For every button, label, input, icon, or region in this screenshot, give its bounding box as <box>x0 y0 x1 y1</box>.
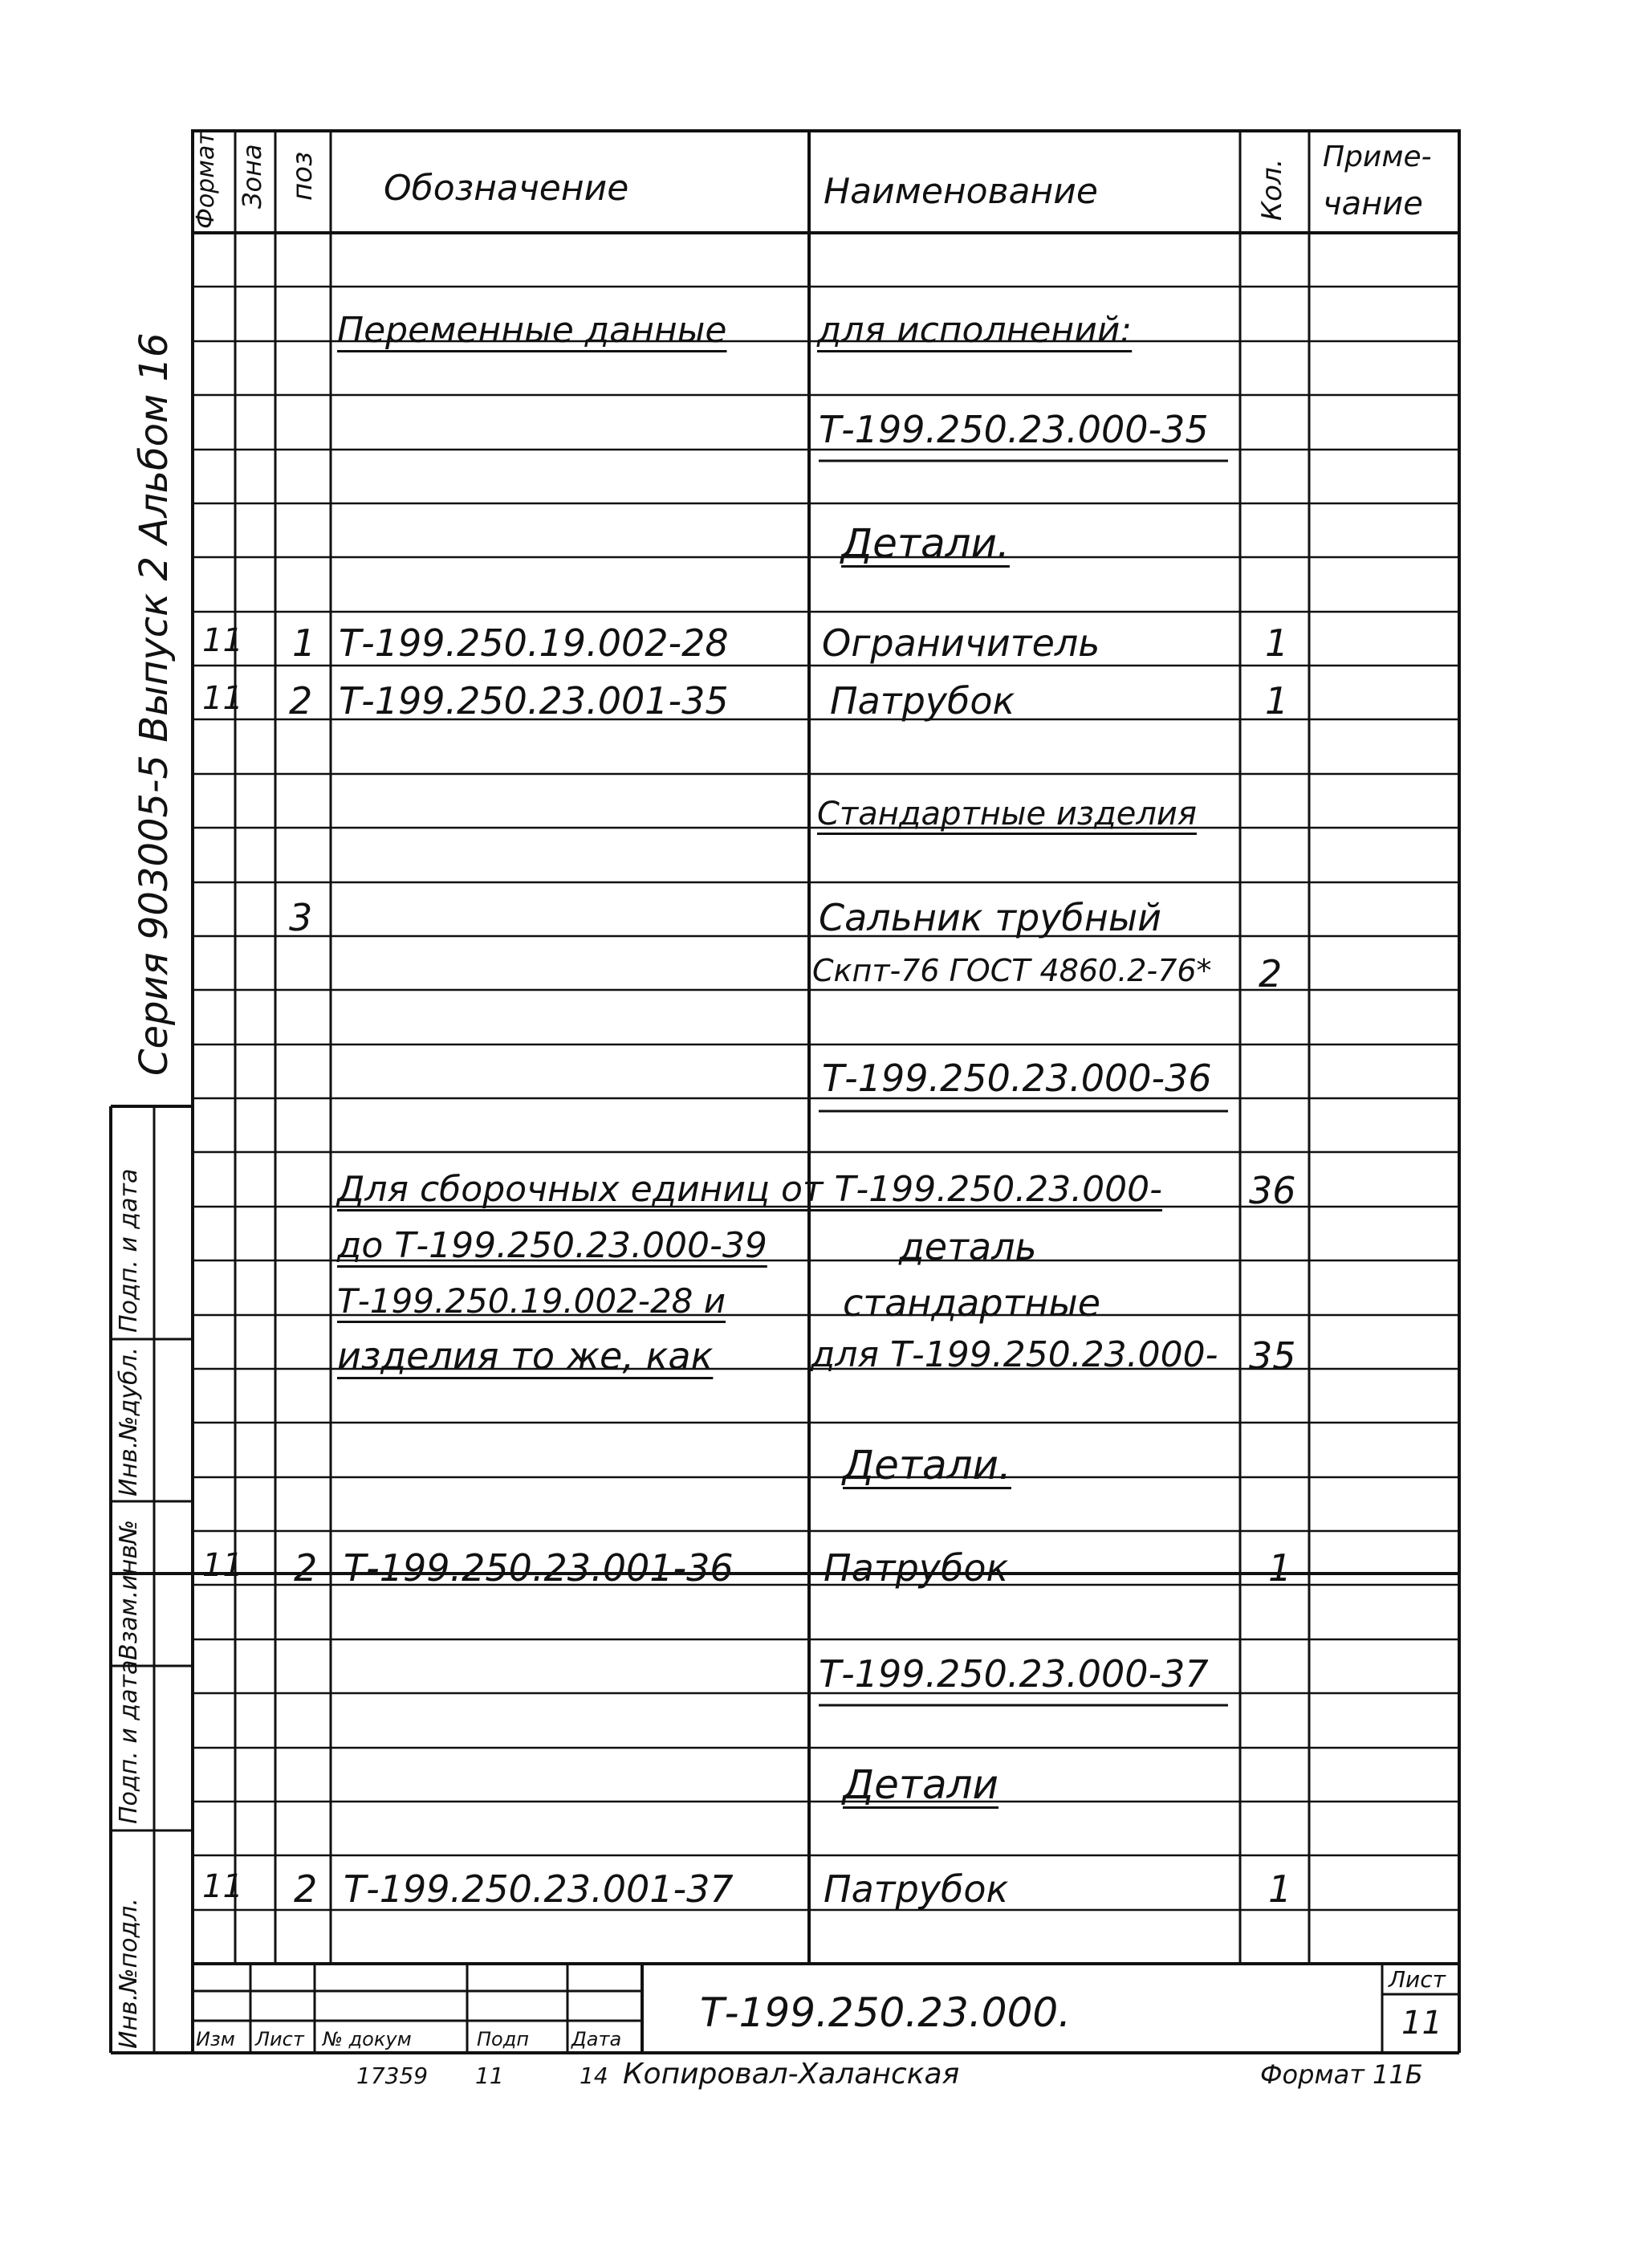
stamp-sign-date-2: Подп. и дата <box>115 1168 143 1333</box>
variant-35-heading: Т-199.250.23.000-35 <box>819 408 1209 451</box>
header-designation: Обозначение <box>384 168 629 209</box>
row-pos: 2 <box>294 1546 318 1590</box>
col-date: Дата <box>571 2028 622 2050</box>
footer-order: 17359 <box>356 2062 429 2089</box>
row-qty: 1 <box>1268 1546 1292 1590</box>
details-heading-2: Детали. <box>843 1442 1011 1488</box>
header-qty: Кол. <box>1256 158 1288 221</box>
note-line-4: изделия то же, как <box>337 1334 714 1378</box>
row-pos: 2 <box>294 1867 318 1911</box>
header-note-2: чание <box>1323 185 1423 222</box>
header-note-1: Приме- <box>1323 140 1432 173</box>
row-name: Ограничитель <box>822 621 1100 665</box>
stamp-inv-podl: Инв.№подл. <box>115 1898 143 2049</box>
row-format: 11 <box>202 1868 243 1905</box>
note-line-1: Для сборочных единиц от Т-199.250.23.000- <box>337 1169 1163 1210</box>
note-line-4b: для Т-199.250.23.000- <box>811 1334 1218 1375</box>
row-qty: 1 <box>1265 621 1289 665</box>
row-qty: 2 <box>1259 952 1283 996</box>
row-designation: Т-199.250.23.001-36 <box>344 1546 734 1590</box>
stamp-replace-inv: Взам.инв№ <box>115 1519 143 1660</box>
row-qty: 1 <box>1268 1867 1292 1911</box>
variable-data-label: Переменные данные <box>337 310 727 351</box>
sheet-number: 11 <box>1401 2005 1442 2042</box>
col-sign: Подп <box>477 2028 530 2050</box>
header-zone: Зона <box>237 144 267 209</box>
header-pos: поз <box>287 151 319 201</box>
note-line-2b: деталь <box>899 1225 1037 1268</box>
header-format: Формат <box>192 131 220 229</box>
footer-n2: 14 <box>580 2062 608 2089</box>
footer-copied: Копировал-Халанская <box>623 2058 960 2091</box>
note-line-2: до Т-199.250.23.000-39 <box>337 1225 767 1266</box>
standard-items-heading: Стандартные изделия <box>817 796 1197 833</box>
row-name: Патрубок <box>830 679 1015 723</box>
details-heading-3: Детали <box>843 1761 999 1808</box>
row-designation: Т-199.250.19.002-28 <box>339 621 729 665</box>
row-name: Сальник трубный <box>819 896 1162 939</box>
row-format: 11 <box>202 622 243 659</box>
row-qty: 1 <box>1265 679 1289 723</box>
col-doc: № докум <box>323 2028 412 2050</box>
series-label: Серия 903005-5 Выпуск 2 Альбом 16 <box>132 332 177 1076</box>
col-izm: Изм <box>196 2028 235 2050</box>
variant-36-heading: Т-199.250.23.000-36 <box>822 1057 1212 1100</box>
row-qty: 35 <box>1249 1334 1296 1378</box>
row-format: 11 <box>202 1547 243 1584</box>
footer-format: Формат 11Б <box>1260 2059 1423 2090</box>
row-designation: Т-199.250.23.001-37 <box>344 1867 734 1911</box>
row-name: Скпт-76 ГОСТ 4860.2-76* <box>812 953 1212 988</box>
row-designation: Т-199.250.23.001-35 <box>339 679 729 723</box>
row-pos: 2 <box>289 679 313 723</box>
for-versions-label: для исполнений: <box>817 310 1133 351</box>
header-name: Наименование <box>824 171 1098 212</box>
row-pos: 3 <box>289 896 313 939</box>
details-heading-1: Детали. <box>841 520 1010 567</box>
stamp-inv-dubl: Инв.№дубл. <box>115 1346 143 1496</box>
variant-37-heading: Т-199.250.23.000-37 <box>819 1652 1209 1696</box>
note-line-3: Т-199.250.19.002-28 и <box>337 1281 726 1321</box>
note-line-3b: стандартные <box>843 1281 1101 1325</box>
col-list: Лист <box>255 2028 304 2050</box>
footer-n1: 11 <box>475 2062 504 2089</box>
stamp-sign-date-1: Подп. и дата <box>115 1659 143 1824</box>
row-name: Патрубок <box>824 1546 1009 1590</box>
row-qty: 36 <box>1249 1169 1296 1212</box>
sheet-label: Лист <box>1389 1966 1446 1993</box>
row-format: 11 <box>202 680 243 717</box>
row-name: Патрубок <box>824 1867 1009 1911</box>
row-pos: 1 <box>292 621 316 665</box>
document-number: Т-199.250.23.000. <box>700 1989 1072 2036</box>
